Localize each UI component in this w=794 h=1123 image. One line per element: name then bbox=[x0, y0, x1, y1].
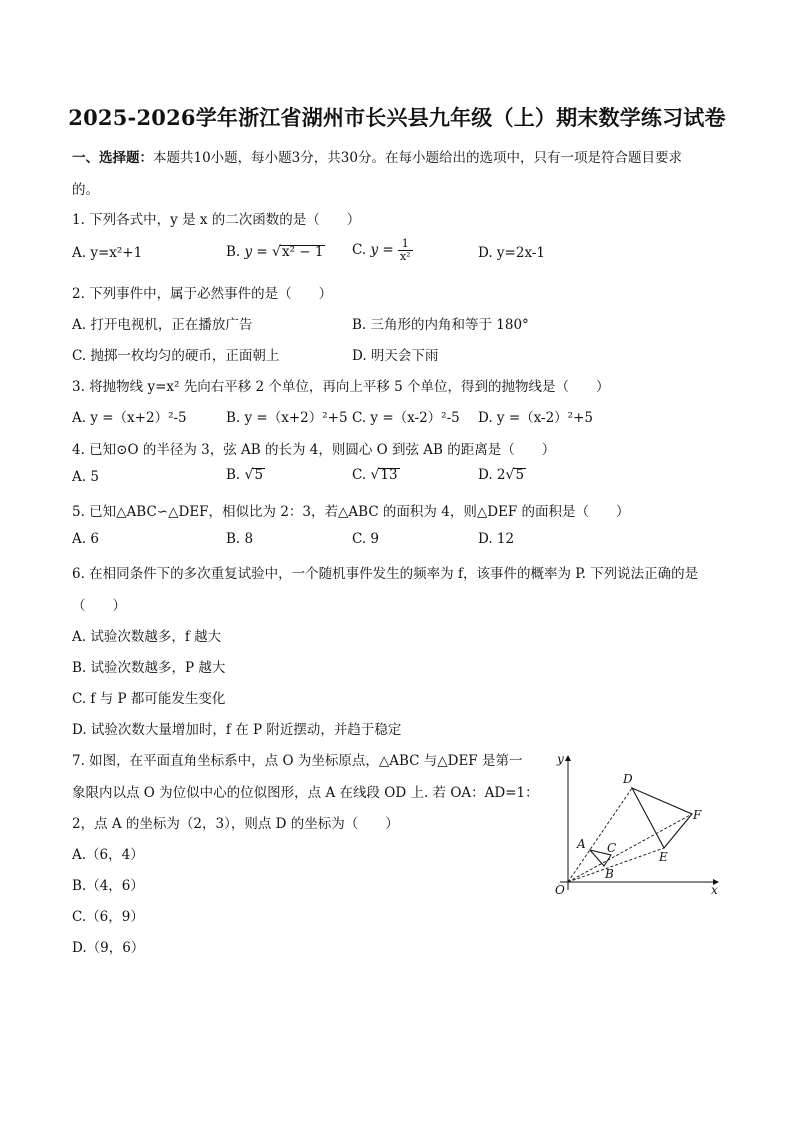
q1-option-b-lhs: y = bbox=[244, 244, 268, 260]
q4-option-b: B. √5 bbox=[226, 467, 264, 483]
q5-option-b: B. 8 bbox=[226, 531, 254, 547]
label-a: A bbox=[577, 837, 586, 851]
q2-option-a: A. 打开电视机，正在播放广告 bbox=[72, 317, 253, 333]
page-title: 2025-2026学年浙江省湖州市长兴县九年级（上）期末数学练习试卷 bbox=[68, 105, 726, 130]
fraction-denominator: x² bbox=[399, 250, 411, 263]
ray-od bbox=[568, 788, 632, 882]
question-2-stem: 2. 下列事件中，属于必然事件的是（ ） bbox=[72, 286, 333, 302]
question-7-stem-line2: 象限内以点 O 为位似中心的位似图形，点 A 在线段 OD 上. 若 OA：AD=1： bbox=[72, 785, 539, 801]
q3-option-d: D. y =（x-2）²+5 bbox=[478, 410, 593, 426]
q1-option-c-lhs: y = bbox=[370, 242, 394, 258]
q4-option-c-label: C. bbox=[352, 467, 367, 483]
q4-option-c-radicand: 13 bbox=[380, 467, 398, 483]
question-7-stem-line1: 7. 如图，在平面直角坐标系中，点 O 为坐标原点，△ABC 与△DEF 是第一 bbox=[72, 753, 523, 769]
q4-option-c: C. √13 bbox=[352, 467, 398, 483]
q5-option-c: C. 9 bbox=[352, 531, 380, 547]
q1-option-d: D. y=2x-1 bbox=[478, 245, 545, 261]
q1-option-c-label: C. bbox=[352, 242, 367, 258]
label-x: x bbox=[711, 883, 718, 896]
question-4-stem: 4. 已知⊙O 的半径为 3，弦 AB 的长为 4，则圆心 O 到弦 AB 的距离是（ ） bbox=[72, 442, 556, 458]
q5-option-a: A. 6 bbox=[72, 531, 99, 547]
q1-option-c bbox=[352, 238, 413, 263]
q2-option-b: B. 三角形的内角和等于 180° bbox=[352, 317, 529, 333]
label-f: F bbox=[693, 808, 702, 822]
q3-option-c: C. y =（x-2）²-5 bbox=[352, 410, 460, 426]
label-b: B bbox=[605, 867, 614, 881]
q7-option-a: A.（6，4） bbox=[72, 847, 144, 863]
q1-option-b-label: B. bbox=[226, 244, 241, 260]
q7-option-d: D.（9，6） bbox=[72, 940, 145, 956]
q1-option-c-fraction bbox=[398, 238, 413, 263]
label-y: y bbox=[557, 752, 564, 766]
q7-coordinate-figure bbox=[548, 748, 728, 896]
q4-option-d: D. 2√5 bbox=[478, 467, 525, 483]
label-e: E bbox=[659, 850, 668, 864]
q4-option-b-label: B. bbox=[226, 467, 241, 483]
section-instructions-end: 的。 bbox=[72, 182, 99, 198]
question-5-stem: 5. 已知△ABC∽△DEF，相似比为 2：3，若△ABC 的面积为 4，则△DEF 的面积是（ ） bbox=[72, 504, 630, 520]
q7-option-c: C.（6，9） bbox=[72, 909, 144, 925]
q7-option-b: B.（4，6） bbox=[72, 878, 144, 894]
q4-option-b-radicand: 5 bbox=[254, 467, 264, 483]
q4-option-d-label: D. 2 bbox=[478, 467, 506, 483]
q4-option-d-radicand: 5 bbox=[515, 467, 525, 483]
q4-option-a: A. 5 bbox=[72, 469, 99, 485]
question-6-stem-end: （ ） bbox=[72, 598, 126, 614]
label-c: C bbox=[607, 841, 617, 855]
q2-option-d: D. 明天会下雨 bbox=[352, 348, 439, 364]
ray-of bbox=[568, 814, 692, 882]
section-heading bbox=[72, 146, 682, 166]
triangle-def bbox=[632, 788, 692, 848]
section-label: 一、选择题： bbox=[72, 150, 153, 166]
question-3-stem: 3. 将抛物线 y=x² 先向右平移 2 个单位，再向上平移 5 个单位，得到的抛物线是（ ） bbox=[72, 379, 610, 395]
q6-option-d: D. 试验次数大量增加时，f 在 P 附近摆动，并趋于稳定 bbox=[72, 722, 402, 738]
q2-option-c: C. 抛掷一枚均匀的硬币，正面朝上 bbox=[72, 348, 280, 364]
question-6-stem: 6. 在相同条件下的多次重复试验中，一个随机事件发生的频率为 f，该事件的概率为 P. 下列说法正确的是 bbox=[72, 566, 699, 582]
q3-option-b: B. y =（x+2）²+5 bbox=[226, 410, 348, 426]
fraction-numerator: 1 bbox=[398, 238, 413, 251]
question-1-stem: 1. 下列各式中，y 是 x 的二次函数的是（ ） bbox=[72, 212, 361, 228]
q1-option-a: A. y=x²+1 bbox=[72, 245, 143, 261]
question-7-stem-line3: 2，点 A 的坐标为（2，3），则点 D 的坐标为（ ） bbox=[72, 816, 399, 832]
q1-option-b: B. y = √x² − 1 bbox=[226, 244, 324, 260]
q5-option-d: D. 12 bbox=[478, 531, 515, 547]
q6-option-b: B. 试验次数越多，P 越大 bbox=[72, 660, 226, 676]
section-instructions: 本题共10小题，每小题3分，共30分。在每小题给出的选项中，只有一项是符合题目要求 bbox=[153, 150, 682, 166]
label-o: O bbox=[555, 883, 565, 896]
label-d: D bbox=[623, 772, 633, 786]
q3-option-a: A. y =（x+2）²-5 bbox=[72, 410, 187, 426]
q6-option-a: A. 试验次数越多，f 越大 bbox=[72, 629, 222, 645]
q6-option-c: C. f 与 P 都可能发生变化 bbox=[72, 691, 226, 707]
q1-option-b-radicand: x² − 1 bbox=[281, 244, 324, 260]
